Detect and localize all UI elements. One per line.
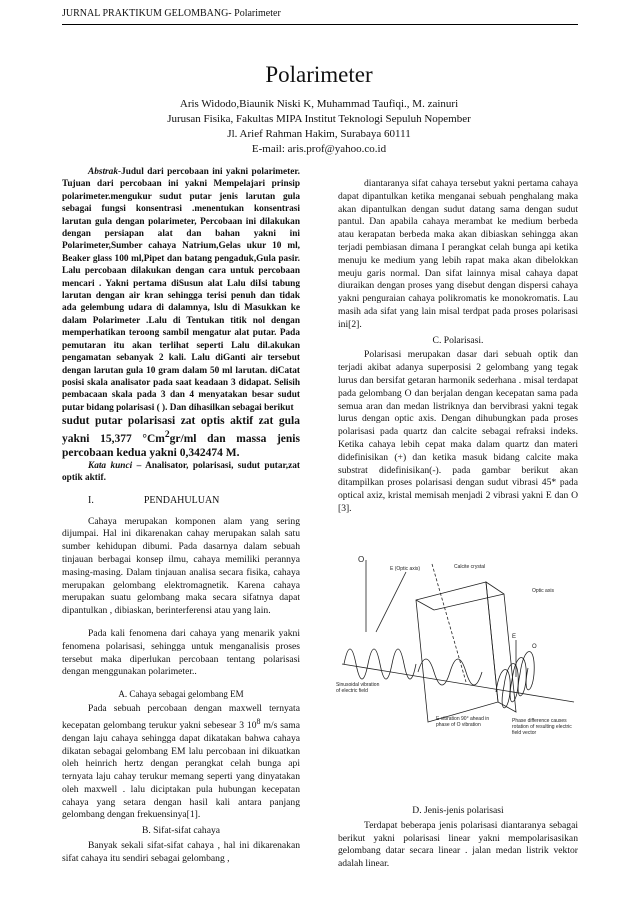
keywords-label: Kata kunci	[88, 460, 133, 471]
result-end: .	[236, 446, 240, 459]
label-e-vibration: E vibration 90° ahead in phase of O vibration	[436, 716, 490, 728]
abstract-text: Judul dari percobaan ini yakni polarimeter. Tujuan dari percobaan ini yakni Mempelajari prinsip polarimeter.mengukur sudut putar jenis larutan gula sebagai fungsi konsentrasi .menentukan konsentrasi larutan gula dengan polarimeter, Percobaan ini dilakukan dengan persiapan alat dan bahan yakni ini Polarimeter,Sumber cahaya Natrium,Gelas ukur 10 ml, Beaker glass 100 ml,Pipet dan batang pengaduk,Gula pasir. Lalu percobaan dilakukan dengan cara untuk percobaan mencari . Yakni pertama diSusun alat Lalu diIsi tabung larutan dengan air kran sehingga terisi penuh dan tidak ada gelembung udara di dalamnya, lslu di Masukkan ke dalam Polarimeter .Lalu di Tentukan titik nol dengan memperhatikan teroong sambil mengatur alat putar. Pada pemutaran itu akan terlihat seperti Lalu dil.akukan pengamatan sebanyak 2 kali. Lalu diGanti air tersebut dengan larutan gula 10 gram dalam 50 ml larutan. diCatat posisi skala analisator pada saat keadaan 3 didapat. Selisih pembacaan skala pada 3 dan 4 menyatakan besar sudut putar bidang polarisasi ( ). Dan dihasilkan sebagai berikut	[62, 167, 300, 413]
section-heading-1	[88, 495, 300, 508]
subsection-b-title: B. Sifat-sifat cahaya	[141, 825, 221, 837]
abstract-label: Abstrak-	[88, 167, 122, 177]
intro-para-2: Pada kali fenomena dari cahaya yang menarik yakni fenomena polarisasi, sehingga untuk menganalisis proses tersebut maka diperlukan percobaan tentang polarisasi dengan menggunakan polarimeter..	[62, 627, 300, 678]
journal-header: JURNAL PRAKTIKUM GELOMBANG- Polarimeter	[62, 8, 281, 19]
author-block	[0, 97, 638, 157]
para-d: Terdapat beberapa jenis polarisasi diantaranya sebagai berikut yakni polarisasi linear yakni mempolarisasikan gelombang datar secara linear . jalan medan listrik vektor adalah linear.	[338, 819, 578, 870]
keywords	[62, 460, 300, 485]
para-a-pre: Pada sebuah percobaan dengan maxwell ternyata kecepatan gelombang terukur yakni sebesear 3 10	[62, 702, 300, 731]
right-column	[338, 178, 578, 516]
label-sinusoidal: Sinusoidal vibration of electric field	[336, 682, 380, 694]
affiliation: Jurusan Fisika, Fakultas MIPA Institut Teknologi Sepuluh Nopember	[167, 113, 471, 125]
crystal-wave	[418, 659, 482, 685]
outgoing-helix	[496, 652, 534, 708]
left-column	[62, 166, 300, 866]
email: E-mail: aris.prof@yahoo.co.id	[251, 143, 387, 155]
abstract-result	[62, 414, 300, 460]
para-c: Polarisasi merupakan dasar dari sebuah optik dan terjadi akibat adanya superposisi 2 gelombang yang tegak lurus dan bersifat getaran harmonik sederhana . misal terdapat pada gelombang O dan berjalan dengan kecepatan sama pada semua aran dan medan listriknya dan bervibrasi yakni tegak lurus dengan optic axis. Dengan dihubungkan pada proses polarisasi pada quartz dan calcite sebagai refraksi indeks. Ketika cahaya lebih cepat maka dalam quartz dan materi didefinisikan (+) dan ketika masuk bidang calcite maka substrat didefinisikan(-). pada gambar berikut akan ditampilkan proses polarisasi dengan sudut vibrasi 45* pada optical axiz, kristal memisah menjadi 2 vibrasi yakni E dan O [3].	[338, 349, 578, 514]
section-num: I.	[88, 494, 94, 506]
right-column-bottom	[338, 802, 578, 871]
label-crystal: Calcite crystal	[454, 564, 486, 570]
label-o-top: O	[532, 644, 537, 650]
label-optic-axis-small: E (Optic axis)	[390, 566, 421, 572]
label-o: O	[358, 555, 365, 564]
crystal-top-edge	[416, 600, 434, 610]
authors: Aris Widodo,Biaunik Niski K, Muhammad Taufiqi., M. zainuri	[179, 98, 459, 110]
crystal-side	[486, 582, 516, 712]
optic-axis-dashed	[432, 564, 466, 682]
label-optic-axis: Optic axis	[532, 588, 554, 594]
address: Jl. Arief Rahman Hakim, Surabaya 60111	[227, 128, 411, 140]
para-a-sup: 8	[256, 716, 261, 726]
para-a	[62, 703, 300, 822]
paper-title: Polarimeter	[265, 62, 373, 87]
subsection-d-title: D. Jenis-jenis polarisasi	[412, 805, 504, 816]
keywords-text: – Analisator, polarisasi, sudut putar,zat optik aktif.	[62, 460, 300, 484]
para-a-post: m/s sama dengan laju cahaya sehingga dapat dikatakan bahwa cahaya dikatan sebagai gelombang EM lalu percobaan ini dikuatkan oleh heinrich hertz dengan perangkat celah bunga api ternyata laju cahay terukur memang seperti yang dinyatakan oleh maxwell . lalu diciptakan pula hubungan kecepatan cahaya yang setara dengan hasil kali antara panjang gelombang dengan frekuensinya[1].	[62, 719, 300, 821]
polarization-figure	[336, 552, 580, 798]
section-title: PENDAHULUAN	[143, 494, 220, 506]
para-b: Banyak sekali sifat-sifat cahaya , hal ini dikarenakan sifat cahaya itu sendiri sebagai gelombang ,	[62, 840, 300, 864]
subsection-a-title: A. Cahaya sebagai gelombang EM	[118, 689, 244, 700]
right-para-1: diantaranya sifat cahaya tersebut yakni pertama cahaya dapat dipantulkan ketika menganai sebuah penghalang maka akan dipantulkan dengan sudut datang sama dengan sudut pantul. Dan apabila cahaya merambat ke medium berbeda atau kerapatan berbeda maka akan dibiaskan sehingga akan terjadi pembiasan dimana I perangkat celah bunga api ketika menuju ke medium yang lebih rapat maka akan dibelokkan meuju garis normal. Dan sifat lainnya misal cahaya dapat diuraikan dengan proses yang disebut dengan dispersi cahaya yakni penguraian cahaya polikromatis ke monokromatis. Lau masih ada sifat yang lain misal terdpat pada proses polarisasi ini[2].	[338, 178, 578, 330]
result-sup: 2	[164, 429, 170, 441]
label-phase: Phase difference causes rotation of resulting electric field vector	[512, 718, 572, 736]
result-part-a: sudut putar polarisasi zat optis aktif zat gula yakni 15,377 °Cm	[62, 415, 300, 445]
intro-para-1: Cahaya merupakan komponen alam yang sering dijumpai. Hal ini dikarenakan cahay merupakan salah satu sumber kehidupan dibumi. Pada dasarnya dalam sebuah tinjauan berbagai konsep ilmu, cahaya memiliki perannya masing-masing. Dalam tinjauan analisa secara fisika, cahaya merupakan gelombang elektromagnetik. Karena cahaya merupakan suatu gelombang maka secara sifatnya dapat dipantulkan , dibiaskan, berinterferensi atau yang lain.	[62, 515, 300, 617]
e-vector	[376, 572, 406, 632]
label-e-top: E	[512, 634, 517, 640]
subsection-c-title: C. Polarisasi.	[432, 334, 484, 346]
result-part-b: gr/ml dan massa jenis percobaan kedua yakni 0,342474 M	[62, 432, 300, 459]
abstract	[62, 166, 300, 414]
header-rule	[62, 24, 578, 25]
